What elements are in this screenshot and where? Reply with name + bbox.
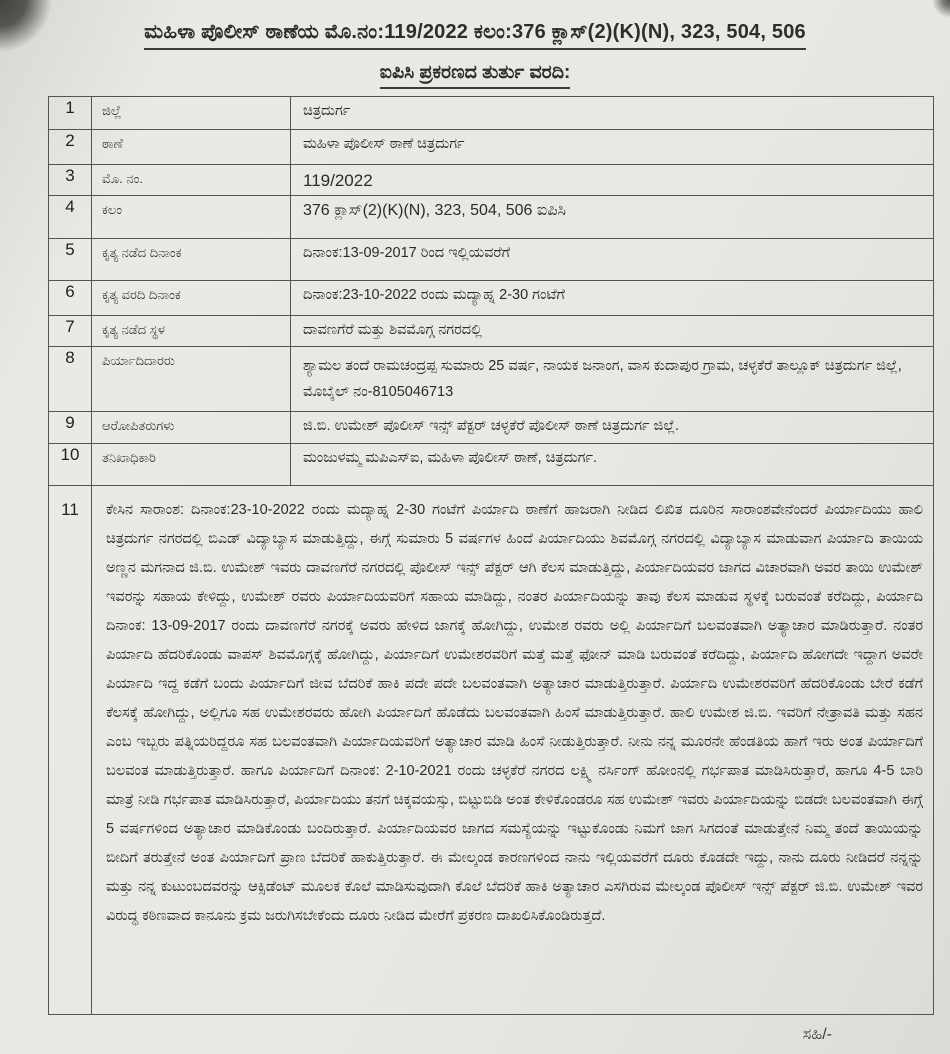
row-label-cell: ಕೃತ್ಯ ನಡೆದ ದಿನಾಂಕ [92, 239, 291, 281]
row-value-cell: ದಾವಣಗೆರೆ ಮತ್ತು ಶಿವಮೊಗ್ಗ ನಗರದಲ್ಲಿ [291, 316, 934, 347]
table-row [49, 412, 934, 444]
case-details-table [48, 96, 934, 1015]
row-label-cell: ಠಾಣೆ [92, 130, 291, 165]
row-label-cell: ಆರೋಪಿತರುಗಳು [92, 412, 291, 444]
row-label-cell: ಜಿಲ್ಲೆ [92, 97, 291, 130]
table-row [49, 130, 934, 165]
table-row [49, 444, 934, 486]
row-number-cell: 5 [49, 239, 92, 281]
row-label-cell: ಮೊ. ನಂ. [92, 165, 291, 196]
report-header [0, 0, 950, 89]
row-number-cell: 11 [49, 486, 92, 1015]
table-row [49, 196, 934, 239]
row-number-cell: 7 [49, 316, 92, 347]
case-summary-text: ಕೇಸಿನ ಸಾರಾಂಶ: ದಿನಾಂಕ:23-10-2022 ರಂದು ಮದ್ಯಾಹ್ನ 2-30 ಗಂಟೆಗೆ ಪಿರ್ಯಾದಿ ಠಾಣೆಗೆ ಹಾಜರಾಗಿ ನೀಡಿದ ಲಿಖಿತ ದೂರಿನ ಸಾರಾಂಶವೇನೆಂದರೆ ಪಿರ್ಯಾದಿಯು ಹಾಲಿ ಚಿತ್ರದುರ್ಗ ನಗರದಲ್ಲಿ ಬಿಎಡ್ ವಿದ್ಯಾಬ್ಯಾಸ ಮಾಡುತ್ತಿದ್ದು, ಈಗ್ಗೆ ಸುಮಾರು 5 ವರ್ಷಗಳ ಹಿಂದೆ ಪಿರ್ಯಾದಿಯು ಶಿವಮೊಗ್ಗ ನಗರದಲ್ಲಿ ವಿದ್ಯಾಬ್ಯಾಸ ಮಾಡುವಾಗ ಪಿರ್ಯಾದಿ ತಾಯಿಯ ಅಣ್ಣನ ಮಗನಾದ ಜಿ.ಬಿ. ಉಮೇಶ್ ಇವರು ದಾವಣಗೆರೆ ನಗರದಲ್ಲಿ ಪೊಲೀಸ್ ಇನ್ಸ್ ಪೆಕ್ಟರ್ ಆಗಿ ಕೆಲಸ ಮಾಡುತ್ತಿದ್ದು, ಪಿರ್ಯಾದಿಯವರ ಜಾಗದ ವಿಚಾರವಾಗಿ ಅವರ ತಾಯಿ ಉಮೇಶ್ ಇವರನ್ನು ಸಹಾಯ ಕೇಳಿದ್ದು, ಉಮೇಶ್ ರವರು ಪಿರ್ಯಾದಿಯವರಿಗೆ ಸಹಾಯ ಮಾಡಿದ್ದು, ನಂತರ ಪಿರ್ಯಾದಿಯನ್ನು ತಾವು ಕೆಲಸ ಮಾಡುವ ಸ್ಥಳಕ್ಕೆ ಬರುವಂತೆ ಕರೆದಿದ್ದು, ಪಿರ್ಯಾದಿ ದಿನಾಂಕ: 13-09-2017 ರಂದು ದಾವಣಗೆರೆ ನಗರಕ್ಕೆ ಅವರು ಹೇಳಿದ ಜಾಗಕ್ಕೆ ಹೋಗಿದ್ದು, ಉಮೇಶ ರವರು ಅಲ್ಲಿ ಪಿರ್ಯಾದಿಗೆ ಬಲವಂತವಾಗಿ ಅತ್ಯಾಚಾರ ಮಾಡಿರುತ್ತಾರೆ. ನಂತರ ಪಿರ್ಯಾದಿ ಹೆದರಿಕೊಂಡು ವಾಪಸ್ ಶಿವಮೊಗ್ಗಕ್ಕೆ ಹೋಗಿದ್ದು, ಪಿರ್ಯಾದಿಗೆ ಉಮೇಶರವರಿಗೆ ಮತ್ತೆ ಮತ್ತೆ ಫೋನ್ ಮಾಡಿ ಬರುವಂತೆ ಕರೆದಿದ್ದು, ಪಿರ್ಯಾದಿ ಹೋಗದೇ ಇದ್ದಾಗ ಅವರೇ ಪಿರ್ಯಾದಿ ಇದ್ದ ಕಡೆಗೆ ಬಂದು ಪಿರ್ಯಾದಿಗೆ ಜೀವ ಬೆದರಿಕೆ ಹಾಕಿ ಪದೇ ಪದೇ ಬಲವಂತವಾಗಿ ಅತ್ಯಾಚಾರ ಮಾಡುತ್ತಿರುತ್ತಾರೆ. ಪಿರ್ಯಾದಿ ಉಮೇಶರವರಿಗೆ ಹೆದರಿಕೊಂಡು ಬೇರೆ ಕಡೆಗೆ ಕೆಲಸಕ್ಕೆ ಹೋಗಿದ್ದು, ಅಲ್ಲಿಗೂ ಸಹ ಉಮೇಶರವರು ಹೋಗಿ ಪಿರ್ಯಾದಿಗೆ ಹೊಡೆದು ಬಲವಂತವಾಗಿ ಹಿಂಸೆ ಮಾಡುತ್ತಿರುತ್ತಾರೆ. ಹಾಲಿ ಉಮೇಶ ಜಿ.ಬಿ. ಇವರಿಗೆ ನೇತ್ರಾವತಿ ಮತ್ತು ಸಹನ ಎಂಬ ಇಬ್ಬರು ಪತ್ನಿಯರಿದ್ದರೂ ಸಹ ಬಲವಂತವಾಗಿ ಪಿರ್ಯಾದಿಯವರಿಗೆ ಅತ್ಯಾಚಾರ ಮಾಡಿ ಹಿಂಸೆ ನೀಡುತ್ತಿರುತ್ತಾರೆ. ನೀನು ನನ್ನ ಮೂರನೇ ಹೆಂಡತಿಯ ಹಾಗೆ ಇರು ಅಂತ ಪಿರ್ಯಾದಿಗೆ ಬಲವಂತ ಮಾಡುತ್ತಿರುತ್ತಾರೆ. ಹಾಗೂ ಪಿರ್ಯಾದಿಗೆ ದಿನಾಂಕ: 2-10-2021 ರಂದು ಚಳ್ಳಕೆರೆ ನಗರದ ಲಕ್ಷ್ಮಿ ನರ್ಸಿಂಗ್ ಹೋಂನಲ್ಲಿ ಗರ್ಭಪಾತ ಮಾಡಿಸಿರುತ್ತಾರೆ, ಹಾಗೂ 4-5 ಬಾರಿ ಮಾತ್ರೆ ನೀಡಿ ಗರ್ಭಪಾತ ಮಾಡಿಸಿರುತ್ತಾರೆ, ಪಿರ್ಯಾದಿಯು ತನಗೆ ಚಿಕ್ಕವಯಸ್ಸು, ಬಿಟ್ಟುಬಿಡಿ ಅಂತ ಕೇಳಿಕೊಂಡರೂ ಸಹ ಉಮೇಶ್ ಇವರು ಪಿರ್ಯಾದಿಯನ್ನು ಬಿಡದೇ ಬಲವಂತವಾಗಿ ಈಗ್ಗೆ 5 ವರ್ಷಗಳಿಂದ ಅತ್ಯಾಚಾರ ಮಾಡಿಕೊಂಡು ಬಂದಿರುತ್ತಾರೆ. ಪಿರ್ಯಾದಿಯವರ ಜಾಗದ ಸಮಸ್ಯೆಯನ್ನು ಇಟ್ಟುಕೊಂಡು ನಿಮಗೆ ಜಾಗ ಸಿಗದಂತೆ ಮಾಡುತ್ತೇನೆ ನಿಮ್ಮ ತಂದೆ ತಾಯಿಯನ್ನು ಬೀದಿಗೆ ತರುತ್ತೇನೆ ಅಂತ ಪಿರ್ಯಾದಿಗೆ ಪ್ರಾಣ ಬೆದರಿಕೆ ಹಾಕುತ್ತಿರುತ್ತಾರೆ. ಈ ಮೇಲ್ಕಂಡ ಕಾರಣಗಳಿಂದ ನಾನು ಇಲ್ಲಿಯವರೆಗೆ ದೂರು ಕೊಡದೇ ಇದ್ದು, ನಾನು ದೂರು ನೀಡಿದರೆ ನನ್ನನ್ನು ಮತ್ತು ನನ್ನ ಕುಟುಂಬದವರನ್ನು ಆಕ್ಸಿಡೆಂಟ್ ಮೂಲಕ ಕೊಲೆ ಮಾಡಿಸುವುದಾಗಿ ಕೊಲೆ ಬೆದರಿಕೆ ಹಾಕಿ ಅತ್ಯಾಚಾರ ಎಸಗಿರುವ ಮೇಲ್ಕಂಡ ಪೊಲೀಸ್ ಇನ್ಸ್ ಪೆಕ್ಟರ್ ಜಿ.ಬಿ. ಉಮೇಶ್ ಇವರ ವಿರುದ್ಧ ಕಠಿಣವಾದ ಕಾನೂನು ಕ್ರಮ ಜರುಗಿಸಬೇಕೆಂದು ದೂರು ನೀಡಿದ ಮೇರೆಗೆ ಪ್ರಕರಣ ದಾಖಲಿಸಿಕೊಂಡಿರುತ್ತದೆ. [92, 486, 934, 1015]
row-value-cell: ಚಿತ್ರದುರ್ಗ [291, 97, 934, 130]
row-number-cell: 3 [49, 165, 92, 196]
row-number-cell: 9 [49, 412, 92, 444]
table-row [49, 97, 934, 130]
row-value-cell: 119/2022 [291, 165, 934, 196]
row-number-cell: 1 [49, 97, 92, 130]
row-value-cell: ಮಂಜುಳಮ್ಮ ಮಪಿಎಸ್ಐ, ಮಹಿಳಾ ಪೊಲೀಸ್ ಠಾಣೆ, ಚಿತ್ರದುರ್ಗ. [291, 444, 934, 486]
row-value-cell: ಜಿ.ಬಿ. ಉಮೇಶ್ ಪೊಲೀಸ್ ಇನ್ಸ್ ಪೆಕ್ಟರ್ ಚಳ್ಳಕೆರೆ ಪೊಲೀಸ್ ಠಾಣೆ ಚಿತ್ರದುರ್ಗ ಜಿಲ್ಲೆ. [291, 412, 934, 444]
table-row [49, 165, 934, 196]
signature-mark: ಸಹಿ/- [802, 1026, 832, 1043]
row-label-cell: ತನಿಖಾಧಿಕಾರಿ [92, 444, 291, 486]
row-label-cell: ಪಿರ್ಯಾದಿದಾರರು [92, 347, 291, 412]
row-value-cell: ಶ್ಯಾಮಲ ತಂದೆ ರಾಮಚಂದ್ರಪ್ಪ ಸುಮಾರು 25 ವರ್ಷ, ನಾಯಕ ಜನಾಂಗ, ವಾಸ ಕುದಾಪುರ ಗ್ರಾಮ, ಚಳ್ಳಕೆರೆ ತಾಲ್ಲೂಕ್ ಚಿತ್ರದುರ್ಗ ಜಿಲ್ಲೆ, ಮೊಬೈಲ್ ನಂ-8105046713 [291, 347, 934, 412]
row-value-cell: ದಿನಾಂಕ:23-10-2022 ರಂದು ಮದ್ಯಾಹ್ನ 2-30 ಗಂಟೆಗೆ [291, 281, 934, 316]
case-summary-row [49, 486, 934, 1015]
row-value-cell: ದಿನಾಂಕ:13-09-2017 ರಿಂದ ಇಲ್ಲಿಯವರೆಗೆ [291, 239, 934, 281]
report-title-line2: ಐಪಿಸಿ ಪ್ರಕರಣದ ತುರ್ತು ವರದಿ: [0, 62, 950, 89]
row-label-cell: ಕೃತ್ಯ ವರದಿ ದಿನಾಂಕ [92, 281, 291, 316]
row-number-cell: 6 [49, 281, 92, 316]
row-value-cell: 376 ಕ್ಲಾಸ್(2)(K)(N), 323, 504, 506 ಐಪಿಸಿ [291, 196, 934, 239]
report-title-line1: ಮಹಿಳಾ ಪೊಲೀಸ್ ಠಾಣೆಯ ಮೊ.ನಂ:119/2022 ಕಲಂ:376 ಕ್ಲಾಸ್(2)(K)(N), 323, 504, 506 [0, 21, 950, 50]
table-row [49, 239, 934, 281]
row-number-cell: 2 [49, 130, 92, 165]
row-number-cell: 8 [49, 347, 92, 412]
row-label-cell: ಕೃತ್ಯ ನಡೆದ ಸ್ಥಳ [92, 316, 291, 347]
table-row [49, 281, 934, 316]
row-label-cell: ಕಲಂ [92, 196, 291, 239]
table-row [49, 316, 934, 347]
table-row [49, 347, 934, 412]
row-number-cell: 10 [49, 444, 92, 486]
row-number-cell: 4 [49, 196, 92, 239]
row-value-cell: ಮಹಿಳಾ ಪೊಲೀಸ್ ಠಾಣೆ ಚಿತ್ರದುರ್ಗ [291, 130, 934, 165]
